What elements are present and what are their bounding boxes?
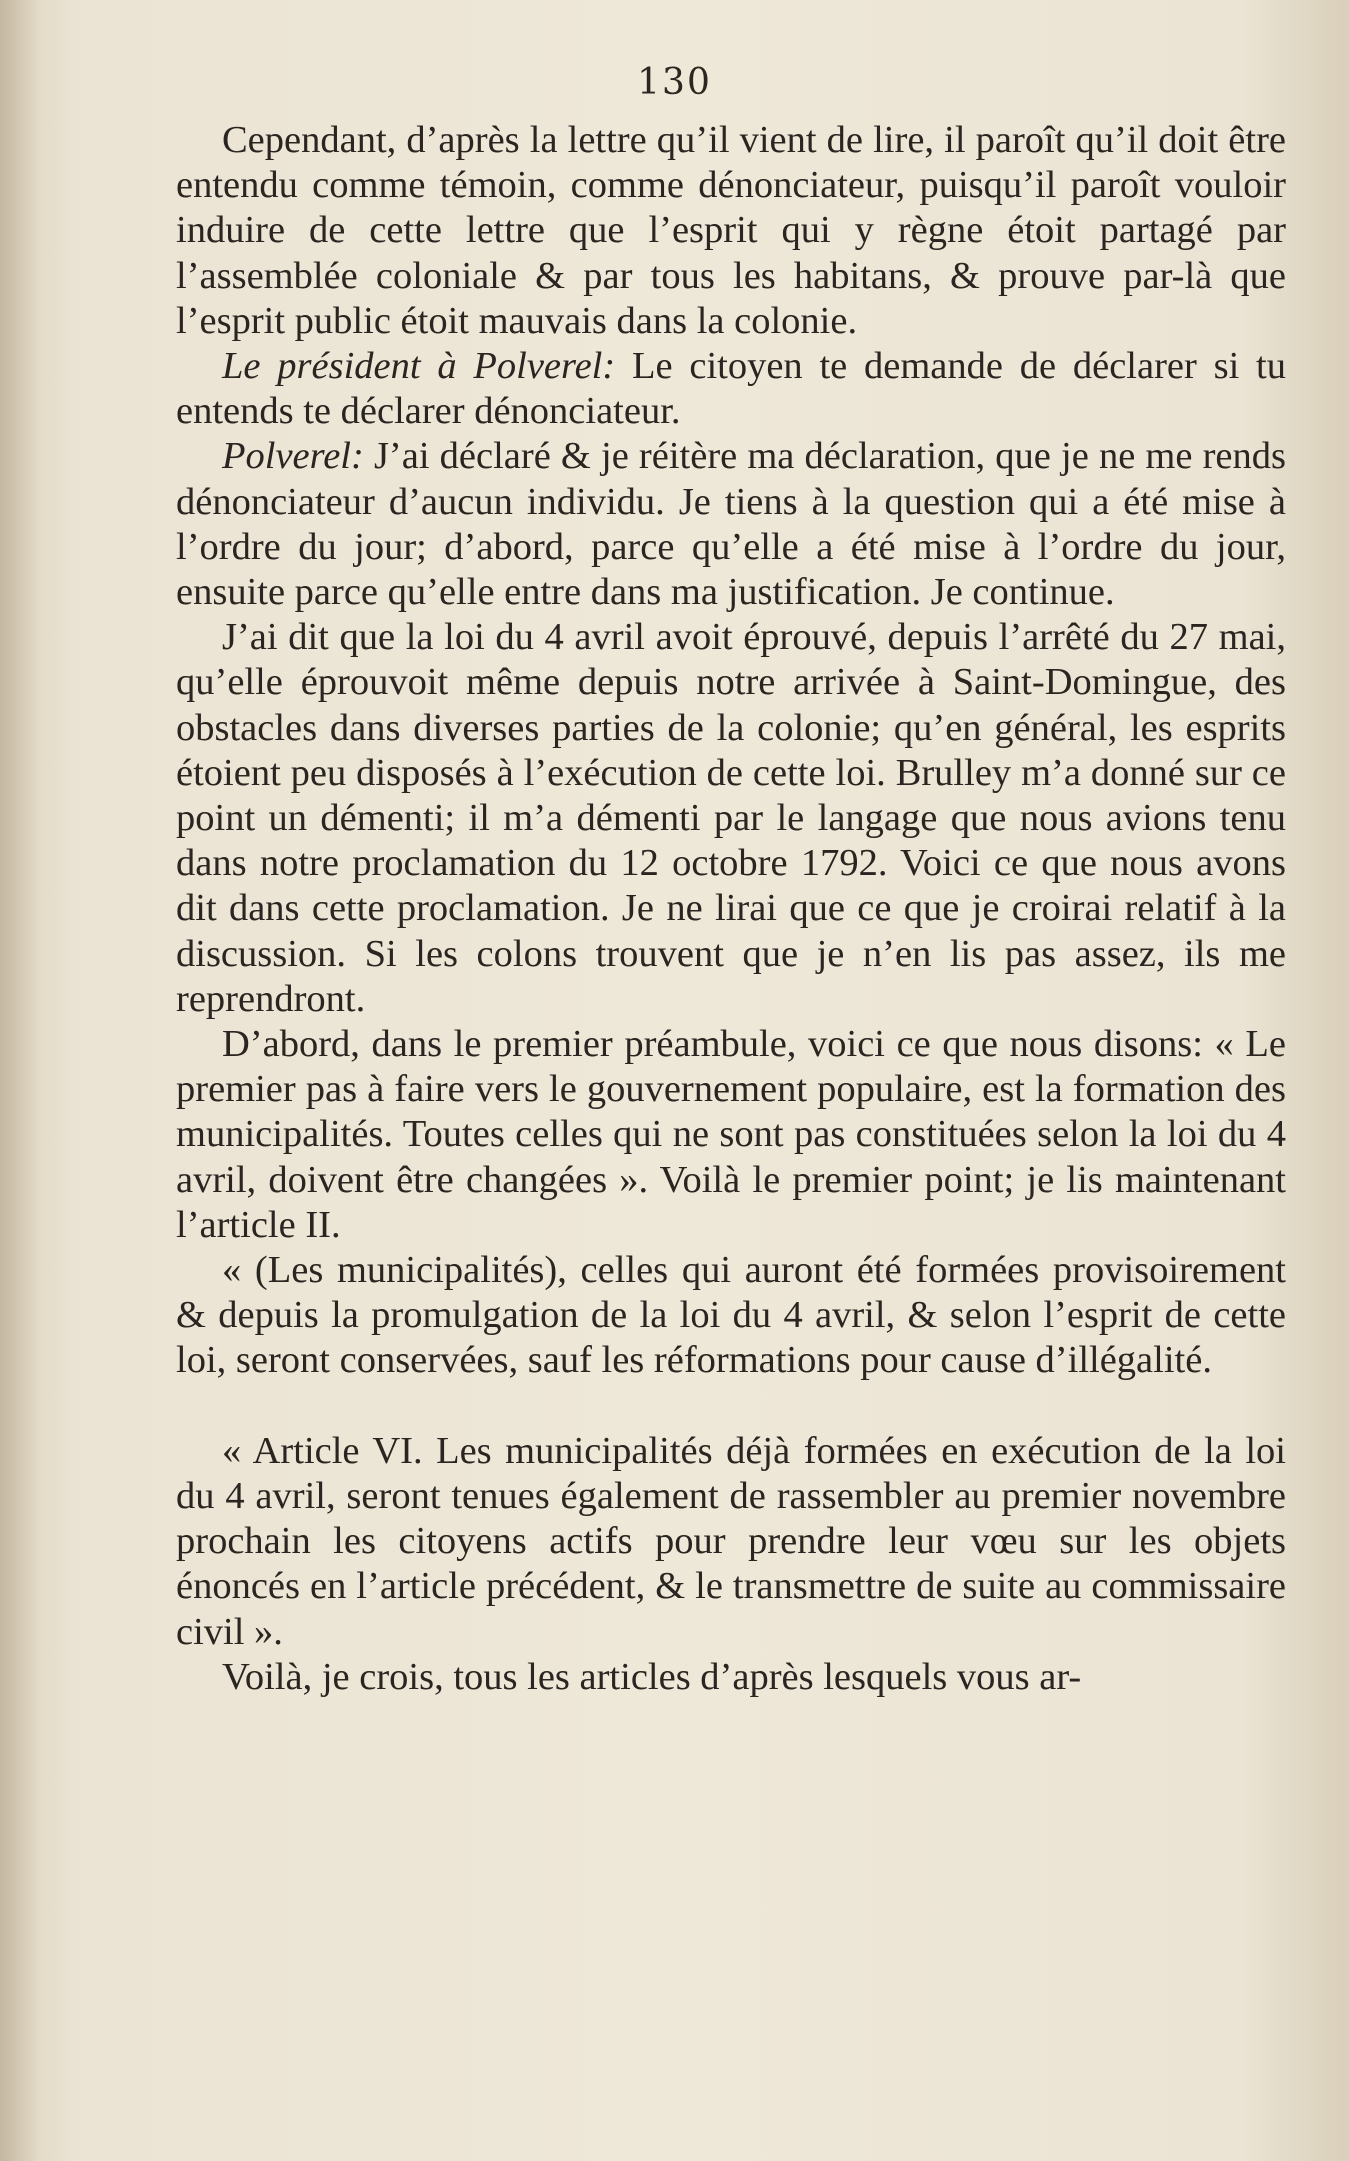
paragraph bbox=[176, 1655, 1286, 1700]
paragraph-text: Cependant, d’après la lettre qu’il vient de lire, il paroît qu’il doit être entendu comme témoin, comme dénonciateur, puisqu’il paroît vouloir induire de cette lettre que l’esprit qui y règne étoit partagé par l’assemblée coloniale & par tous les habitans, & prouve par-là que l’esprit public étoit mauvais dans la colonie. bbox=[176, 119, 1286, 342]
paragraph bbox=[176, 344, 1286, 434]
paragraph bbox=[176, 118, 1286, 344]
speaker-label: Le président à Polverel: bbox=[222, 345, 616, 388]
paragraph-text: J’ai dit que la loi du 4 avril avoit éprouvé, depuis l’arrêté du 27 mai, qu’elle éprouvoit même depuis notre arrivée à Saint-Domingue, des obstacles dans diverses parties de la colonie; qu’en général, les esprits étoient peu disposés à l’exécution de cette loi. Brulley m’a donné sur ce point un démenti; il m’a démenti par le langage que nous avions tenu dans notre proclamation du 12 octobre 1792. Voici ce que nous avons dit dans cette proclamation. Je ne lirai que ce que je croirai relatif à la discussion. Si les colons trouvent que je n’en lis pas assez, ils me reprendront. bbox=[176, 616, 1286, 1020]
paragraph bbox=[176, 615, 1286, 1022]
speaker-label: Polverel: bbox=[222, 435, 364, 478]
paragraph bbox=[176, 1022, 1286, 1248]
paragraph bbox=[176, 434, 1286, 615]
paragraph bbox=[176, 1248, 1286, 1384]
page-gutter-shadow bbox=[0, 0, 40, 2161]
paragraph bbox=[176, 1429, 1286, 1655]
paragraph-text: Le citoyen te demande de déclarer si tu entends te déclarer dénonciateur. bbox=[176, 345, 1287, 433]
paragraph-text: D’abord, dans le premier préambule, voici ce que nous disons: « Le premier pas à faire vers le gouvernement populaire, est la formation des municipalités. Toutes celles qui ne sont pas constituées selon la loi du 4 avril, doivent être changées ». Voilà le premier point; je lis maintenant l’article II. bbox=[176, 1023, 1286, 1246]
body-text bbox=[176, 118, 1286, 1700]
paragraph-text: J’ai déclaré & je réitère ma déclaration, que je ne me rends dénonciateur d’aucun individu. Je tiens à la question qui a été mise à l’ordre du jour; d’abord, parce qu’elle a été mise à l’ordre du jour, ensuite parce qu’elle entre dans ma justification. Je continue. bbox=[176, 435, 1286, 614]
page-number: 130 bbox=[637, 62, 712, 103]
paragraph-text: « Article VI. Les municipalités déjà formées en exécution de la loi du 4 avril, seront tenues également de rassembler au premier novembre prochain les citoyens actifs pour prendre leur vœu sur les objets énoncés en l’article précédent, & le transmettre de suite au commissaire civil ». bbox=[176, 1429, 1286, 1653]
paragraph-text: « (Les municipalités), celles qui auront été formées provisoirement & depuis la promulgation de la loi du 4 avril, & selon l’esprit de cette loi, seront conservées, sauf les réformations pour cause d’illégalité. bbox=[176, 1249, 1286, 1382]
paragraph-text: Voilà, je crois, tous les articles d’après lesquels vous ar- bbox=[222, 1655, 1082, 1698]
